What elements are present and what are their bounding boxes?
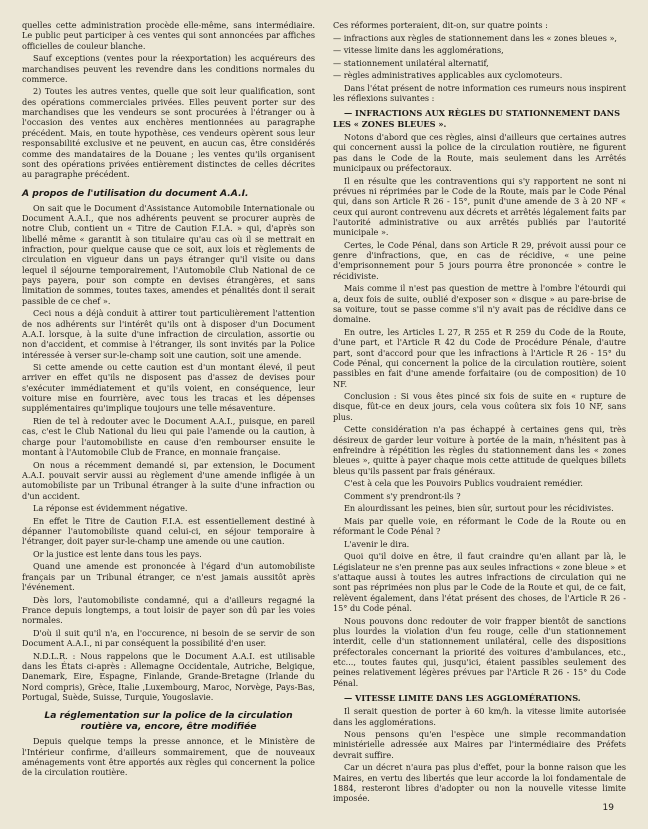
- paragraph: Nous pensons qu'en l'espèce une simple recommandation ministérielle adressée aux Maires par l'intermédiaire des Préfets devrait suffire.: [333, 729, 626, 760]
- paragraph: Mais par quelle voie, en réformant le Code de la Route ou en réformant le Code Pénal ?: [333, 515, 626, 537]
- paragraph: Conclusion : Si vous êtes pincé six fois de suite en « rupture de disque, fût-ce en deux jours, cela vous coûtera six fois 10 NF, sans plus.: [333, 391, 626, 422]
- paragraph: Dès lors, l'automobiliste condamné, qui a d'ailleurs regagné la France depuis longtemps, a tout loisir de payer son dû par les voies normales.: [22, 594, 315, 626]
- list-item: — vitesse limite dans les agglomérations,: [333, 45, 504, 56]
- paragraph: Rien de tel à redouter avec le Document A.A.I., puisque, en pareil cas, c'est le Club National du lieu qui paie l'amende ou la caution, à charge pour l'automobiliste en cause d'en rembourser ensuite le montant à l'Automobile Club de France, en monnaie française.: [22, 415, 315, 457]
- left-column: [22, 20, 315, 780]
- paragraph: Notons d'abord que ces règles, ainsi d'ailleurs que certaines autres qui concernent aussi la police de la circulation routière, ne figurent pas dans le Code de la Route, mais seulement dans les Arrêtés municipaux ou préfectoraux.: [333, 131, 626, 173]
- paragraph: Comment s'y prendront-ils ?: [344, 490, 461, 501]
- paragraph: Mais comme il n'est pas question de mettre à l'ombre l'étourdi qui a, deux fois de suite, oublié d'exposer son « disque » au pare-brise de sa voiture, tout se passe comme s'il n'y avait pas de récidive dans ce domaine.: [333, 283, 626, 325]
- page-number: 19: [602, 803, 614, 813]
- section-heading-vitesse: — VITESSE LIMITE DANS LES AGGLOMÉRATIONS.: [344, 692, 581, 703]
- ndlr-note: N.D.L.R. : Nous rappelons que le Document A.A.I. est utilisable dans les États ci-après : Allemagne Occidentale, Autriche, Belgique, Danemark, Eire, Espagne, Finlande, Grande-Bretagne (Irlande du Nord compris), Grèce, Italie ,Luxembourg, Maroc, Norvège, Pays-Bas, Portugal, Suède, Suisse, Turquie, Yougoslavie.: [22, 650, 315, 703]
- paragraph: Nous pouvons donc redouter de voir frapper bientôt de sanctions plus lourdes la violation d'un feu rouge, celle d'un stationnement interdit, celle d'un stationnement unilatéral, celle des dispositions préfectorales concernant la priorité des voitures d'ambulances, etc., etc..., toutes fautes qui, jusqu'ici, étaient passibles seulement des peines relativement légères prévues par l'Article R 26 - 15° du Code Pénal.: [333, 615, 626, 688]
- paragraph: Il en résulte que les contraventions qui s'y rapportent ne sont ni prévues ni réprimées par le Code de la Route, mais par le Code Pénal qui, dans son Article R 26 - 15°, punit d'une amende de 3 à 20 NF « ceux qui auront contrevenu aux décrets et arrêtés légalement faits par l'autorité administrative ou aux arrêtés publiés par l'autorité municipale ».: [333, 175, 626, 238]
- paragraph: Certes, le Code Pénal, dans son Article R 29, prévoit aussi pour ce genre d'infractions, que, en cas de récidive, « une peine d'emprisonnement pour 5 jours pourra être prononcée » contre le récidiviste.: [333, 239, 626, 281]
- paragraph: Ces réformes porteraient, dit-on, sur quatre points :: [333, 20, 548, 30]
- paragraph: D'où il suit qu'il n'a, en l'occurence, ni besoin de se servir de son Document A.A.I., ni par conséquent la possibilité d'en user.: [22, 627, 315, 649]
- paragraph: Or la justice est lente dans tous les pays.: [33, 548, 202, 559]
- list-item: — infractions aux règles de stationnement dans les « zones bleues »,: [333, 32, 618, 43]
- paragraph: Dans l'état présent de notre information ces rumeurs nous inspirent les réflexions suivantes :: [333, 82, 626, 103]
- paragraph: C'est à cela que les Pouvoirs Publics voudraient remédier.: [344, 478, 583, 489]
- list-item: — règles administratives applicables aux cyclomoteurs.: [333, 70, 563, 81]
- list-item: — stationnement unilatéral alternatif,: [333, 57, 489, 68]
- paragraph: Si cette amende ou cette caution est d'un montant élevé, il peut arriver en effet qu'ils ne disposent pas d'assez de devises pour s'exécuter immédiatement et qu'ils voient, en conséquence, leur voiture mise en fourrière, avec tous les tracas et les dépenses supplémentaires qu'implique toujours une telle mésaventure.: [22, 362, 315, 414]
- paragraph: quelles cette administration procède elle-même, sans intermédiaire. Le public peut participer à ces ventes qui sont annoncées par affiches officielles de couleur blanche.: [22, 20, 315, 51]
- paragraph: En outre, les Articles L 27, R 255 et R 259 du Code de la Route, d'une part, et l'Article R 42 du Code de Procédure Pénale, d'autre part, sont d'accord pour que les infractions à l'Article R 26 - 15° du Code Pénal, qui concernent la police de la circulation routière, soient passibles en fait d'une amende forfaitaire (ou de composition) de 10 NF.: [333, 326, 626, 389]
- section-heading-aai: A propos de l'utilisation du document A.A.I.: [22, 187, 249, 199]
- paragraph: 2) Toutes les autres ventes, quelle que soit leur qualification, sont des opérations commerciales privées. Elles peuvent porter sur des marchandises que les vendeurs se sont procurées à l'étranger ou à l'occasion des ventes aux enchères mentionnées au paragraphe précédent. Mais, en toute hypothèse, ces vendeurs opèrent sous leur responsabilité exclusive et ne peuvent, en aucun cas, être considérés comme des mandataires de la Douane ; les ventes qu'ils organisent sont des opérations privées entièrement distinctes de celles décrites au paragraphe précédent.: [22, 86, 315, 180]
- paragraph: En effet le Titre de Caution F.I.A. est essentiellement destiné à dépanner l'automobiliste quand celui-ci, en séjour temporaire à l'étranger, doit payer sur-le-champ une amende ou une caution.: [22, 515, 315, 547]
- right-column: [333, 20, 626, 806]
- paragraph: Il serait question de porter à 60 km/h. la vitesse limite autorisée dans les agglomérations.: [333, 706, 626, 727]
- paragraph: On sait que le Document d'Assistance Automobile Internationale ou Document A.A.I., que nos adhérents peuvent se procurer auprès de notre Club, contient un « Titre de Caution F.I.A. » qui, d'après son libellé même « garantit à son titulaire qu'au cas où il se mettrait en infraction, pour quelque cause que ce soit, aux lois et règlements de circulation en vigueur dans un pays étranger qu'il visite ou dans lequel il séjourne temporairement, l'Automobile Club National de ce pays payera, pour son compte en devises étrangères, et sans limitation de sommes, toutes taxes, amendes et pénalités dont il serait passible de ce chef ».: [22, 202, 315, 306]
- paragraph: Depuis quelque temps la presse annonce, et le Ministère de l'Intérieur confirme, d'ailleurs sommairement, que de nouveaux aménagements vont être apportés aux règles qui concernent la police de la circulation routière.: [22, 736, 315, 778]
- section-heading-reglementation: La réglementation sur la police de la circulation routière va, encore, être modifiée: [44, 710, 293, 733]
- paragraph: Car un décret n'aura pas plus d'effet, pour la bonne raison que les Maires, en vertu des libertés que leur accorde la loi fondamentale de 1884, resteront libres d'adopter ou non la nouvelle vitesse limite imposée.: [333, 762, 626, 804]
- paragraph: Cette considération n'a pas échappé à certaines gens qui, très désireux de garder leur voiture à portée de la main, n'hésitent pas à enfreindre à répétition les règles du stationnement dans les « zones bleues », quitte à payer chaque mois cette attitude de quelques billets bleus qu'ils passent par frais généraux.: [333, 424, 626, 476]
- section-heading-zones-bleues: — INFRACTIONS AUX RÈGLES DU STATIONNEMENT DANS LES « ZONES BLEUES ».: [333, 108, 621, 129]
- paragraph: La réponse est évidemment négative.: [33, 503, 188, 514]
- paragraph: On nous a récemment demandé si, par extension, le Document A.A.I. pouvait servir aussi au règlement d'une amende infligée à un automobiliste par un Tribunal étranger à la suite d'une infraction ou d'un accident.: [22, 459, 315, 501]
- paragraph: Sauf exceptions (ventes pour la réexportation) les acquéreurs des marchandises peuvent les revendre dans les conditions normales du commerce.: [22, 53, 315, 84]
- paragraph: L'avenir le dira.: [344, 538, 410, 549]
- paragraph: Quoi qu'il doive en être, il faut craindre qu'en allant par là, le Législateur ne s'en prenne pas aux seules infractions « zone bleue » et s'attaque aussi à toutes les autres infractions de circulation qui ne sont pas réprimées non plus par le Code de la Route et qui, de ce fait, relèvent également, dans l'état présent des choses, de l'Article R 26 - 15° du Code pénal.: [333, 551, 626, 613]
- paragraph: Ceci nous a déjà conduit à attirer tout particulièrement l'attention de nos adhérents sur l'intérêt qu'ils ont à disposer d'un Document A.A.I. lorsque, à la suite d'une infraction de circulation, assortie ou non d'accident, et commise à l'étranger, ils sont invités par la Police intéressée à verser sur-le-champ soit une caution, soit une amende.: [22, 308, 315, 360]
- paragraph: Quand une amende est prononcée à l'égard d'un automobiliste français par un Tribunal étranger, ce n'est jamais aussitôt après l'événement.: [22, 561, 315, 593]
- paragraph: En alourdissant les peines, bien sûr, surtout pour les récidivistes.: [344, 503, 614, 514]
